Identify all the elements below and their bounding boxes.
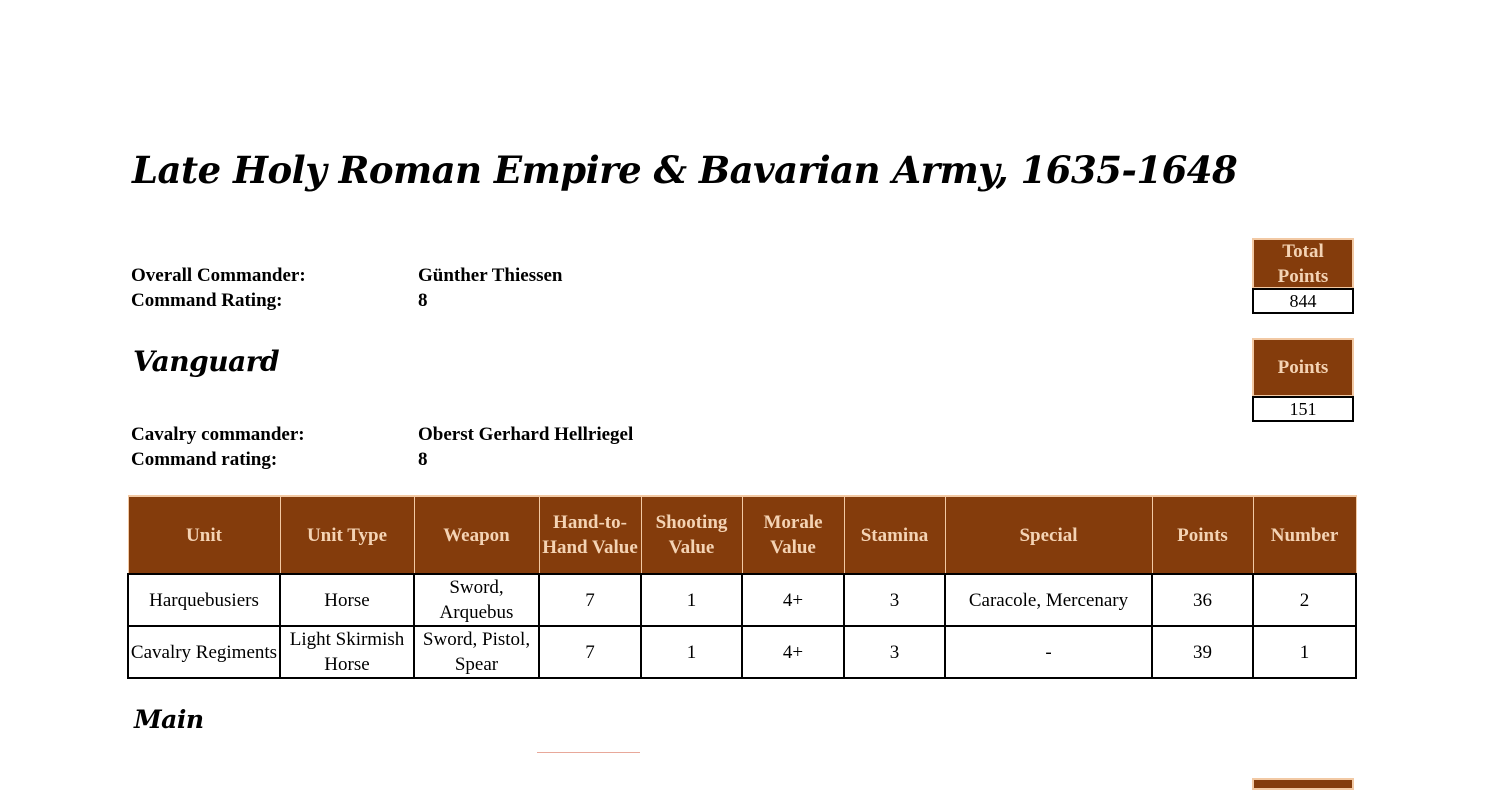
col-header-hand-to-hand: Hand-to-Hand Value bbox=[539, 496, 641, 574]
cell-unit-type: Light Skirmish Horse bbox=[280, 626, 414, 678]
cell-shooting: 1 bbox=[641, 574, 742, 626]
main-points-header-partial bbox=[1252, 778, 1354, 790]
vanguard-units-table bbox=[127, 495, 1357, 679]
cell-hand-to-hand: 7 bbox=[539, 574, 641, 626]
col-header-unit: Unit bbox=[128, 496, 280, 574]
cell-points: 36 bbox=[1152, 574, 1253, 626]
cell-points: 39 bbox=[1152, 626, 1253, 678]
cell-unit: Harquebusiers bbox=[128, 574, 280, 626]
cell-number: 1 bbox=[1253, 626, 1356, 678]
page-title: Late Holy Roman Empire & Bavarian Army, 1635-1648 bbox=[132, 148, 1238, 192]
col-header-shooting: Shooting Value bbox=[641, 496, 742, 574]
col-header-unit-type: Unit Type bbox=[280, 496, 414, 574]
col-header-morale: Morale Value bbox=[742, 496, 844, 574]
cell-special: - bbox=[945, 626, 1152, 678]
col-header-points: Points bbox=[1152, 496, 1253, 574]
table-row bbox=[128, 574, 1356, 626]
cavalry-rating-label: Command rating: bbox=[131, 449, 278, 470]
cavalry-rating-value: 8 bbox=[418, 449, 428, 470]
command-rating-label: Command Rating: bbox=[131, 290, 283, 311]
cavalry-commander-label: Cavalry commander: bbox=[131, 424, 305, 445]
col-header-special: Special bbox=[945, 496, 1152, 574]
cell-weapon: Sword, Arquebus bbox=[414, 574, 539, 626]
cell-shooting: 1 bbox=[641, 626, 742, 678]
cell-weapon: Sword, Pistol, Spear bbox=[414, 626, 539, 678]
cell-unit-type: Horse bbox=[280, 574, 414, 626]
cell-morale: 4+ bbox=[742, 574, 844, 626]
col-header-number: Number bbox=[1253, 496, 1356, 574]
vanguard-points-header: Points bbox=[1252, 338, 1354, 397]
vanguard-title: Vanguard bbox=[133, 345, 280, 378]
total-points-header: Total Points bbox=[1252, 238, 1354, 289]
cavalry-commander-value: Oberst Gerhard Hellriegel bbox=[418, 424, 634, 445]
cell-stamina: 3 bbox=[844, 574, 945, 626]
main-title: Main bbox=[134, 705, 204, 734]
col-header-stamina: Stamina bbox=[844, 496, 945, 574]
cell-special: Caracole, Mercenary bbox=[945, 574, 1152, 626]
cell-hand-to-hand: 7 bbox=[539, 626, 641, 678]
divider bbox=[537, 752, 640, 753]
vanguard-points-value: 151 bbox=[1252, 396, 1354, 422]
cell-morale: 4+ bbox=[742, 626, 844, 678]
table-header-row bbox=[128, 496, 1356, 574]
total-points-value: 844 bbox=[1252, 288, 1354, 314]
table-row bbox=[128, 626, 1356, 678]
cell-unit: Cavalry Regiments bbox=[128, 626, 280, 678]
cell-number: 2 bbox=[1253, 574, 1356, 626]
overall-commander-value: Günther Thiessen bbox=[418, 265, 563, 286]
overall-commander-label: Overall Commander: bbox=[131, 265, 306, 286]
command-rating-value: 8 bbox=[418, 290, 428, 311]
col-header-weapon: Weapon bbox=[414, 496, 539, 574]
cell-stamina: 3 bbox=[844, 626, 945, 678]
